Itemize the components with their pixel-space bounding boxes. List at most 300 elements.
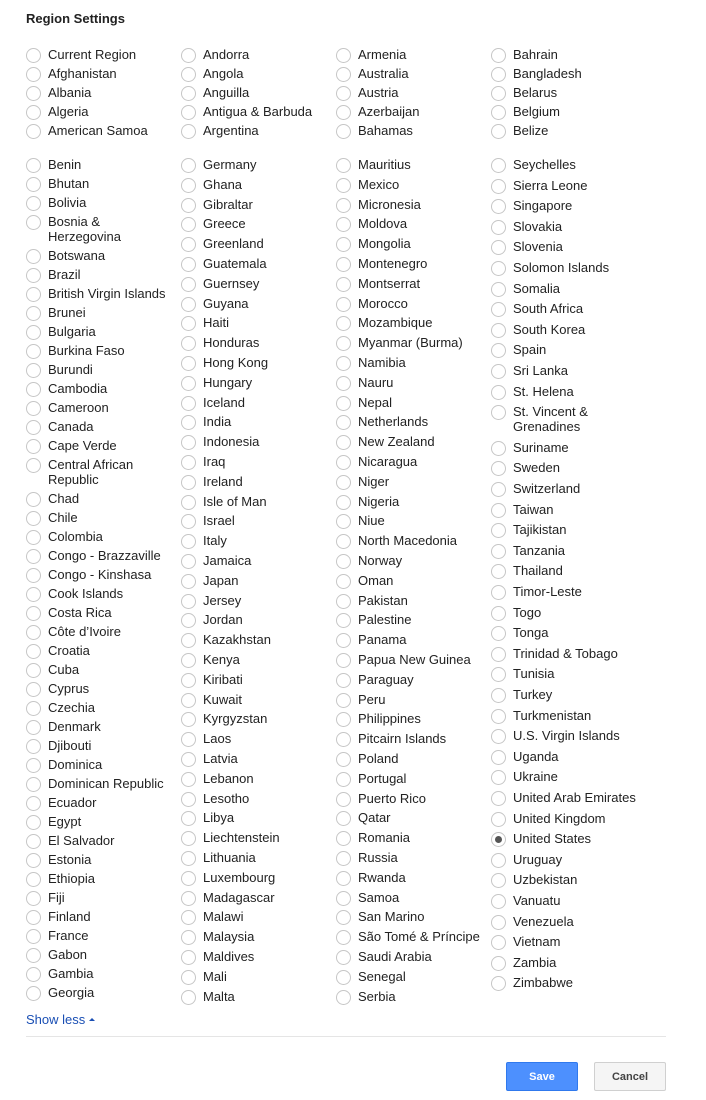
region-option-haiti[interactable]	[181, 315, 229, 331]
radio-button[interactable]	[26, 382, 41, 397]
region-option-gibraltar[interactable]	[181, 197, 253, 213]
radio-button[interactable]	[491, 343, 506, 358]
radio-button[interactable]	[336, 594, 351, 609]
radio-button[interactable]	[336, 124, 351, 139]
radio-button[interactable]	[26, 929, 41, 944]
radio-button[interactable]	[181, 435, 196, 450]
radio-button[interactable]	[336, 198, 351, 213]
radio-button[interactable]	[491, 199, 506, 214]
radio-button[interactable]	[26, 48, 41, 63]
region-option-kiribati[interactable]	[181, 672, 243, 688]
region-option-south-africa[interactable]	[491, 301, 583, 317]
region-option-american-samoa[interactable]	[26, 123, 148, 139]
radio-button[interactable]	[491, 606, 506, 621]
radio-button[interactable]	[26, 796, 41, 811]
radio-button[interactable]	[181, 105, 196, 120]
region-option-libya[interactable]	[181, 810, 234, 826]
radio-button[interactable]	[181, 158, 196, 173]
region-option-sri-lanka[interactable]	[491, 363, 568, 379]
radio-button[interactable]	[336, 415, 351, 430]
radio-button[interactable]	[336, 316, 351, 331]
region-option-bahrain[interactable]	[491, 47, 558, 63]
radio-button[interactable]	[26, 910, 41, 925]
radio-button[interactable]	[336, 673, 351, 688]
region-option-austria[interactable]	[336, 85, 398, 101]
radio-button[interactable]	[491, 503, 506, 518]
radio-button[interactable]	[491, 261, 506, 276]
save-button[interactable]: Save	[506, 1062, 578, 1091]
region-option-fiji[interactable]	[26, 890, 65, 906]
region-option-chad[interactable]	[26, 491, 79, 507]
radio-button[interactable]	[26, 549, 41, 564]
radio-button[interactable]	[26, 644, 41, 659]
radio-button[interactable]	[181, 48, 196, 63]
region-option-slovakia[interactable]	[491, 219, 562, 235]
radio-button[interactable]	[26, 720, 41, 735]
radio-button[interactable]	[491, 441, 506, 456]
region-option-kazakhstan[interactable]	[181, 632, 271, 648]
radio-button[interactable]	[26, 986, 41, 1001]
region-option-ireland[interactable]	[181, 474, 243, 490]
region-option-hungary[interactable]	[181, 375, 252, 391]
region-option-pitcairn-islands[interactable]	[336, 731, 446, 747]
region-option-isle-of-man[interactable]	[181, 494, 267, 510]
radio-button[interactable]	[491, 405, 506, 420]
region-option-seychelles[interactable]	[491, 157, 576, 173]
radio-button[interactable]	[181, 376, 196, 391]
radio-button[interactable]	[336, 105, 351, 120]
region-option-lebanon[interactable]	[181, 771, 254, 787]
region-option-finland[interactable]	[26, 909, 91, 925]
radio-button[interactable]	[181, 811, 196, 826]
region-option-united-kingdom[interactable]	[491, 811, 606, 827]
region-option-gabon[interactable]	[26, 947, 87, 963]
radio-button[interactable]	[491, 302, 506, 317]
region-option-nigeria[interactable]	[336, 494, 399, 510]
region-option-thailand[interactable]	[491, 563, 563, 579]
radio-button[interactable]	[26, 606, 41, 621]
region-option-czechia[interactable]	[26, 700, 95, 716]
region-option-philippines[interactable]	[336, 711, 421, 727]
region-option-montenegro[interactable]	[336, 256, 427, 272]
radio-button[interactable]	[26, 530, 41, 545]
radio-button[interactable]	[26, 492, 41, 507]
region-option-vanuatu[interactable]	[491, 893, 560, 909]
region-option-united-states[interactable]	[491, 831, 591, 847]
radio-button[interactable]	[491, 158, 506, 173]
region-option-luxembourg[interactable]	[181, 870, 275, 886]
region-option-mozambique[interactable]	[336, 315, 432, 331]
radio-button[interactable]	[181, 930, 196, 945]
region-option-jordan[interactable]	[181, 612, 243, 628]
radio-button[interactable]	[26, 105, 41, 120]
radio-button[interactable]	[26, 777, 41, 792]
radio-button[interactable]	[491, 48, 506, 63]
region-option-s-o-tom-pr-ncipe[interactable]	[336, 929, 480, 945]
radio-button[interactable]	[491, 220, 506, 235]
radio-button[interactable]	[26, 758, 41, 773]
radio-button[interactable]	[26, 967, 41, 982]
radio-button[interactable]	[336, 930, 351, 945]
radio-button[interactable]	[491, 770, 506, 785]
radio-button[interactable]	[181, 396, 196, 411]
region-option-serbia[interactable]	[336, 989, 396, 1005]
radio-button[interactable]	[26, 739, 41, 754]
radio-button[interactable]	[181, 415, 196, 430]
region-option-dominica[interactable]	[26, 757, 102, 773]
radio-button[interactable]	[336, 217, 351, 232]
region-option-somalia[interactable]	[491, 281, 560, 297]
region-option-andorra[interactable]	[181, 47, 249, 63]
radio-button[interactable]	[181, 851, 196, 866]
region-option-estonia[interactable]	[26, 852, 91, 868]
region-option-madagascar[interactable]	[181, 890, 275, 906]
region-option-south-korea[interactable]	[491, 322, 585, 338]
region-option-japan[interactable]	[181, 573, 238, 589]
radio-button[interactable]	[181, 712, 196, 727]
region-option-c-te-d-ivoire[interactable]	[26, 624, 121, 640]
radio-button[interactable]	[26, 834, 41, 849]
radio-button[interactable]	[491, 364, 506, 379]
radio-button[interactable]	[26, 625, 41, 640]
region-option-tunisia[interactable]	[491, 666, 554, 682]
region-option-nepal[interactable]	[336, 395, 392, 411]
radio-button[interactable]	[491, 385, 506, 400]
region-option-cyprus[interactable]	[26, 681, 89, 697]
radio-button[interactable]	[181, 534, 196, 549]
radio-button[interactable]	[181, 475, 196, 490]
radio-button[interactable]	[336, 950, 351, 965]
region-option-san-marino[interactable]	[336, 909, 424, 925]
radio-button[interactable]	[26, 287, 41, 302]
region-option-british-virgin-islands[interactable]	[26, 286, 166, 302]
region-option-switzerland[interactable]	[491, 481, 580, 497]
region-option-azerbaijan[interactable]	[336, 104, 419, 120]
radio-button[interactable]	[26, 420, 41, 435]
radio-button[interactable]	[26, 701, 41, 716]
region-option-greece[interactable]	[181, 216, 246, 232]
region-option-cook-islands[interactable]	[26, 586, 123, 602]
radio-button[interactable]	[336, 495, 351, 510]
radio-button[interactable]	[491, 647, 506, 662]
radio-button[interactable]	[491, 853, 506, 868]
radio-button[interactable]	[26, 401, 41, 416]
region-option-spain[interactable]	[491, 342, 546, 358]
region-option-ethiopia[interactable]	[26, 871, 95, 887]
radio-button[interactable]	[336, 851, 351, 866]
region-option-israel[interactable]	[181, 513, 235, 529]
radio-button[interactable]	[336, 990, 351, 1005]
radio-button[interactable]	[336, 613, 351, 628]
radio-button[interactable]	[181, 910, 196, 925]
region-option-burkina-faso[interactable]	[26, 343, 125, 359]
region-option-netherlands[interactable]	[336, 414, 428, 430]
radio-button[interactable]	[336, 178, 351, 193]
region-option-latvia[interactable]	[181, 751, 238, 767]
region-option-timor-leste[interactable]	[491, 584, 582, 600]
region-option-belgium[interactable]	[491, 104, 560, 120]
region-option-argentina[interactable]	[181, 123, 259, 139]
radio-button[interactable]	[336, 237, 351, 252]
radio-button[interactable]	[491, 750, 506, 765]
radio-button[interactable]	[491, 523, 506, 538]
region-option-kenya[interactable]	[181, 652, 240, 668]
region-option-montserrat[interactable]	[336, 276, 420, 292]
radio-button[interactable]	[491, 832, 506, 847]
radio-button[interactable]	[491, 894, 506, 909]
radio-button[interactable]	[181, 554, 196, 569]
region-option-honduras[interactable]	[181, 335, 259, 351]
region-option-ukraine[interactable]	[491, 769, 558, 785]
region-option-oman[interactable]	[336, 573, 393, 589]
radio-button[interactable]	[336, 86, 351, 101]
region-option-italy[interactable]	[181, 533, 227, 549]
radio-button[interactable]	[26, 891, 41, 906]
region-option-denmark[interactable]	[26, 719, 101, 735]
radio-button[interactable]	[491, 544, 506, 559]
radio-button[interactable]	[336, 970, 351, 985]
region-option-el-salvador[interactable]	[26, 833, 114, 849]
radio-button[interactable]	[181, 990, 196, 1005]
region-option-anguilla[interactable]	[181, 85, 249, 101]
radio-button[interactable]	[26, 587, 41, 602]
region-option-uruguay[interactable]	[491, 852, 562, 868]
region-option-rwanda[interactable]	[336, 870, 406, 886]
region-option-bosnia-herzegovina[interactable]	[26, 214, 121, 244]
radio-button[interactable]	[336, 396, 351, 411]
region-option-malaysia[interactable]	[181, 929, 254, 945]
radio-button[interactable]	[181, 257, 196, 272]
region-option-myanmar-burma[interactable]	[336, 335, 463, 351]
radio-button[interactable]	[491, 915, 506, 930]
radio-button[interactable]	[336, 356, 351, 371]
region-option-algeria[interactable]	[26, 104, 88, 120]
region-option-venezuela[interactable]	[491, 914, 574, 930]
region-option-egypt[interactable]	[26, 814, 81, 830]
radio-button[interactable]	[336, 910, 351, 925]
radio-button[interactable]	[336, 257, 351, 272]
region-option-kuwait[interactable]	[181, 692, 242, 708]
region-option-sierra-leone[interactable]	[491, 178, 587, 194]
radio-button[interactable]	[491, 585, 506, 600]
radio-button[interactable]	[181, 336, 196, 351]
show-less-link[interactable]	[26, 1012, 95, 1027]
radio-button[interactable]	[26, 853, 41, 868]
radio-button[interactable]	[336, 376, 351, 391]
region-option-liechtenstein[interactable]	[181, 830, 280, 846]
radio-button[interactable]	[181, 514, 196, 529]
region-option-guatemala[interactable]	[181, 256, 267, 272]
radio-button[interactable]	[181, 356, 196, 371]
radio-button[interactable]	[336, 455, 351, 470]
region-option-albania[interactable]	[26, 85, 91, 101]
region-option-guyana[interactable]	[181, 296, 249, 312]
region-option-djibouti[interactable]	[26, 738, 91, 754]
region-option-togo[interactable]	[491, 605, 541, 621]
region-option-greenland[interactable]	[181, 236, 264, 252]
radio-button[interactable]	[181, 237, 196, 252]
radio-button[interactable]	[26, 177, 41, 192]
radio-button[interactable]	[181, 950, 196, 965]
region-option-vietnam[interactable]	[491, 934, 560, 950]
region-option-mexico[interactable]	[336, 177, 399, 193]
region-option-gambia[interactable]	[26, 966, 94, 982]
region-option-germany[interactable]	[181, 157, 256, 173]
region-option-croatia[interactable]	[26, 643, 90, 659]
radio-button[interactable]	[181, 594, 196, 609]
radio-button[interactable]	[336, 475, 351, 490]
radio-button[interactable]	[181, 653, 196, 668]
radio-button[interactable]	[26, 363, 41, 378]
region-option-australia[interactable]	[336, 66, 409, 82]
region-option-armenia[interactable]	[336, 47, 406, 63]
region-option-georgia[interactable]	[26, 985, 94, 1001]
radio-button[interactable]	[336, 297, 351, 312]
region-option-turkey[interactable]	[491, 687, 552, 703]
region-option-senegal[interactable]	[336, 969, 406, 985]
radio-button[interactable]	[181, 178, 196, 193]
region-option-morocco[interactable]	[336, 296, 408, 312]
region-option-congo-brazzaville[interactable]	[26, 548, 161, 564]
radio-button[interactable]	[26, 948, 41, 963]
radio-button[interactable]	[181, 891, 196, 906]
radio-button[interactable]	[336, 514, 351, 529]
radio-button[interactable]	[491, 564, 506, 579]
radio-button[interactable]	[26, 86, 41, 101]
region-option-turkmenistan[interactable]	[491, 708, 591, 724]
radio-button[interactable]	[336, 732, 351, 747]
cancel-button[interactable]: Cancel	[594, 1062, 666, 1091]
radio-button[interactable]	[181, 772, 196, 787]
region-option-cuba[interactable]	[26, 662, 79, 678]
region-option-puerto-rico[interactable]	[336, 791, 426, 807]
radio-button[interactable]	[26, 344, 41, 359]
radio-button[interactable]	[26, 872, 41, 887]
region-option-france[interactable]	[26, 928, 88, 944]
radio-button[interactable]	[491, 626, 506, 641]
region-option-nicaragua[interactable]	[336, 454, 417, 470]
region-option-hong-kong[interactable]	[181, 355, 268, 371]
radio-button[interactable]	[491, 667, 506, 682]
radio-button[interactable]	[181, 673, 196, 688]
region-option-st-vincent-grenadines[interactable]	[491, 404, 588, 434]
region-option-iraq[interactable]	[181, 454, 225, 470]
region-option-bolivia[interactable]	[26, 195, 86, 211]
region-option-taiwan[interactable]	[491, 502, 553, 518]
radio-button[interactable]	[26, 325, 41, 340]
region-option-russia[interactable]	[336, 850, 398, 866]
radio-button[interactable]	[336, 871, 351, 886]
region-option-samoa[interactable]	[336, 890, 399, 906]
radio-button[interactable]	[26, 215, 41, 230]
radio-button[interactable]	[181, 732, 196, 747]
radio-button[interactable]	[491, 791, 506, 806]
radio-button[interactable]	[26, 158, 41, 173]
radio-button[interactable]	[491, 282, 506, 297]
radio-button[interactable]	[336, 772, 351, 787]
radio-button[interactable]	[26, 663, 41, 678]
region-option-solomon-islands[interactable]	[491, 260, 609, 276]
region-option-sweden[interactable]	[491, 460, 560, 476]
region-option-zimbabwe[interactable]	[491, 975, 573, 991]
radio-button[interactable]	[491, 323, 506, 338]
radio-button[interactable]	[181, 455, 196, 470]
region-option-slovenia[interactable]	[491, 239, 563, 255]
region-option-lithuania[interactable]	[181, 850, 256, 866]
region-option-angola[interactable]	[181, 66, 243, 82]
radio-button[interactable]	[26, 511, 41, 526]
radio-button[interactable]	[181, 316, 196, 331]
region-option-colombia[interactable]	[26, 529, 103, 545]
region-option-laos[interactable]	[181, 731, 231, 747]
radio-button[interactable]	[181, 633, 196, 648]
region-option-pakistan[interactable]	[336, 593, 408, 609]
radio-button[interactable]	[491, 67, 506, 82]
region-option-cameroon[interactable]	[26, 400, 109, 416]
radio-button[interactable]	[336, 48, 351, 63]
radio-button[interactable]	[181, 297, 196, 312]
radio-button[interactable]	[336, 633, 351, 648]
radio-button[interactable]	[491, 461, 506, 476]
radio-button[interactable]	[181, 831, 196, 846]
radio-button[interactable]	[336, 574, 351, 589]
radio-button[interactable]	[336, 831, 351, 846]
radio-button[interactable]	[491, 688, 506, 703]
region-option-brazil[interactable]	[26, 267, 81, 283]
radio-button[interactable]	[336, 158, 351, 173]
region-option-zambia[interactable]	[491, 955, 556, 971]
region-option-mauritius[interactable]	[336, 157, 411, 173]
region-option-niue[interactable]	[336, 513, 385, 529]
region-option-chile[interactable]	[26, 510, 78, 526]
region-option-u-s-virgin-islands[interactable]	[491, 728, 620, 744]
region-option-north-macedonia[interactable]	[336, 533, 457, 549]
radio-button[interactable]	[336, 653, 351, 668]
region-option-qatar[interactable]	[336, 810, 391, 826]
radio-button[interactable]	[26, 815, 41, 830]
radio-button[interactable]	[181, 277, 196, 292]
region-option-moldova[interactable]	[336, 216, 407, 232]
radio-button[interactable]	[491, 179, 506, 194]
region-option-brunei[interactable]	[26, 305, 86, 321]
region-option-bhutan[interactable]	[26, 176, 89, 192]
region-option-guernsey[interactable]	[181, 276, 259, 292]
region-option-canada[interactable]	[26, 419, 94, 435]
region-option-namibia[interactable]	[336, 355, 406, 371]
radio-button[interactable]	[26, 268, 41, 283]
radio-button[interactable]	[336, 336, 351, 351]
radio-button[interactable]	[181, 217, 196, 232]
radio-button[interactable]	[336, 435, 351, 450]
region-option-bulgaria[interactable]	[26, 324, 96, 340]
region-option-iceland[interactable]	[181, 395, 245, 411]
region-option-belarus[interactable]	[491, 85, 557, 101]
region-option-niger[interactable]	[336, 474, 389, 490]
radio-button[interactable]	[26, 306, 41, 321]
region-option-congo-kinshasa[interactable]	[26, 567, 151, 583]
radio-button[interactable]	[491, 482, 506, 497]
region-option-belize[interactable]	[491, 123, 548, 139]
radio-button[interactable]	[336, 534, 351, 549]
radio-button[interactable]	[491, 956, 506, 971]
region-option-ghana[interactable]	[181, 177, 242, 193]
region-option-nauru[interactable]	[336, 375, 393, 391]
region-option-botswana[interactable]	[26, 248, 105, 264]
region-option-afghanistan[interactable]	[26, 66, 117, 82]
region-option-kyrgyzstan[interactable]	[181, 711, 267, 727]
radio-button[interactable]	[181, 613, 196, 628]
region-option-st-helena[interactable]	[491, 384, 574, 400]
